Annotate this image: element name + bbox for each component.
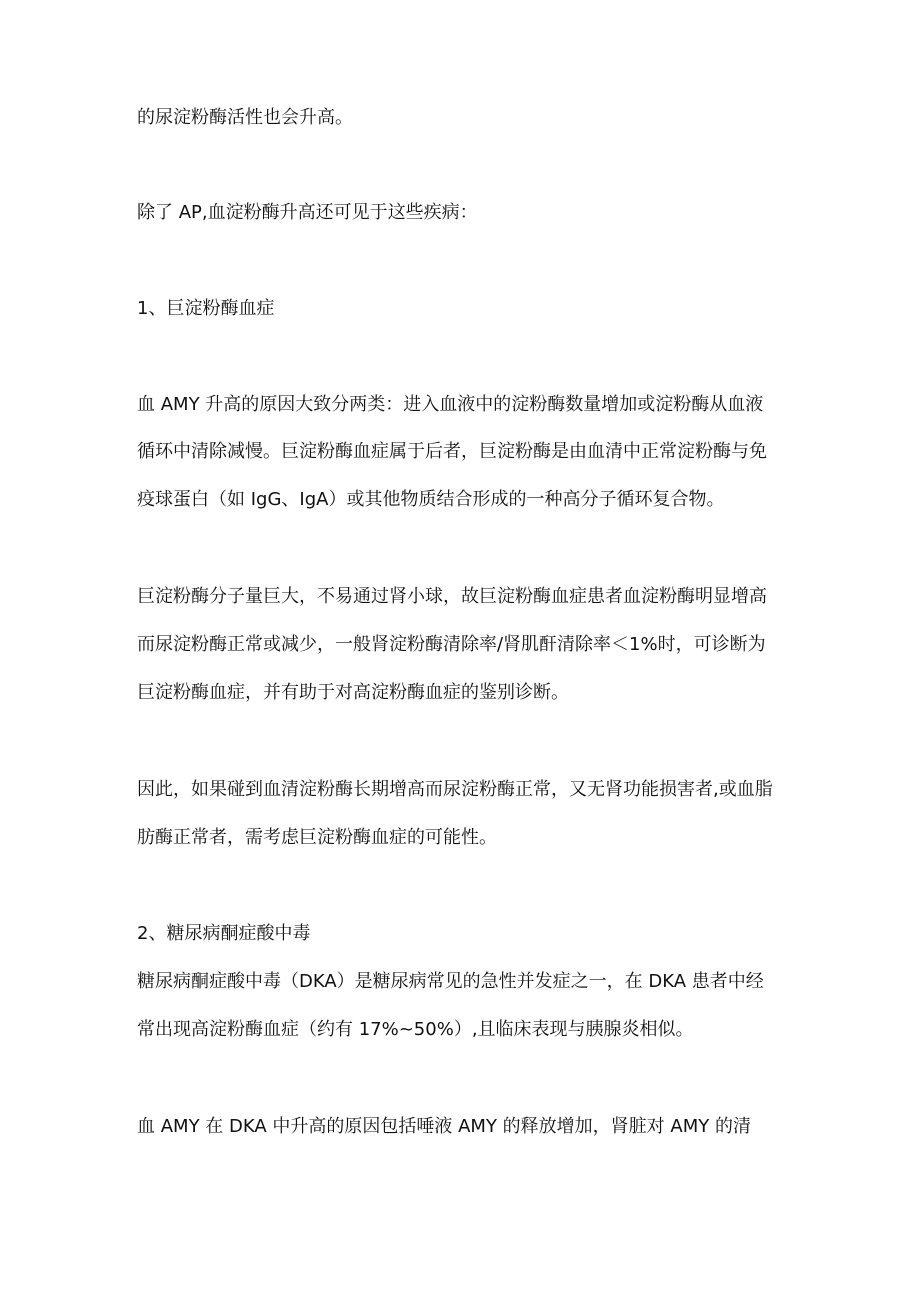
- paragraph-line: 血 AMY 升高的原因大致分两类：进入血液中的淀粉酶数量增加或淀粉酶从血液: [137, 394, 764, 415]
- paragraph-line: 循环中清除减慢。巨淀粉酶血症属于后者，巨淀粉酶是由血清中正常淀粉酶与免: [137, 441, 767, 462]
- paragraph-line: 巨淀粉酶分子量巨大，不易通过肾小球，故巨淀粉酶血症患者血淀粉酶明显增高: [137, 586, 767, 607]
- paragraph-line: 而尿淀粉酶正常或减少，一般肾淀粉酶清除率/肾肌酐清除率＜1%时，可诊断为: [137, 634, 766, 655]
- paragraph-line: 常出现高淀粉酶血症（约有 17%~50%）,且临床表现与胰腺炎相似。: [137, 1019, 694, 1040]
- section-heading: 2、糖尿病酮症酸中毒: [137, 923, 311, 944]
- paragraph-line: 疫球蛋白（如 IgG、IgA）或其他物质结合形成的一种高分子循环复合物。: [137, 489, 725, 510]
- paragraph-line: 血 AMY 在 DKA 中升高的原因包括唾液 AMY 的释放增加，肾脏对 AMY 的清: [137, 1116, 751, 1137]
- section-heading: 1、巨淀粉酶血症: [137, 298, 275, 319]
- paragraph-line: 肪酶正常者，需考虑巨淀粉酶血症的可能性。: [137, 827, 497, 848]
- paragraph-line: 因此，如果碰到血清淀粉酶长期增高而尿淀粉酶正常，又无肾功能损害者,或血脂: [137, 779, 773, 800]
- paragraph-line: 的尿淀粉酶活性也会升高。: [137, 107, 353, 128]
- paragraph-line: 巨淀粉酶血症，并有助于对高淀粉酶血症的鉴别诊断。: [137, 682, 569, 703]
- paragraph-line: 糖尿病酮症酸中毒（DKA）是糖尿病常见的急性并发症之一，在 DKA 患者中经: [137, 971, 764, 992]
- paragraph-line: 除了 AP,血淀粉酶升高还可见于这些疾病：: [137, 202, 478, 223]
